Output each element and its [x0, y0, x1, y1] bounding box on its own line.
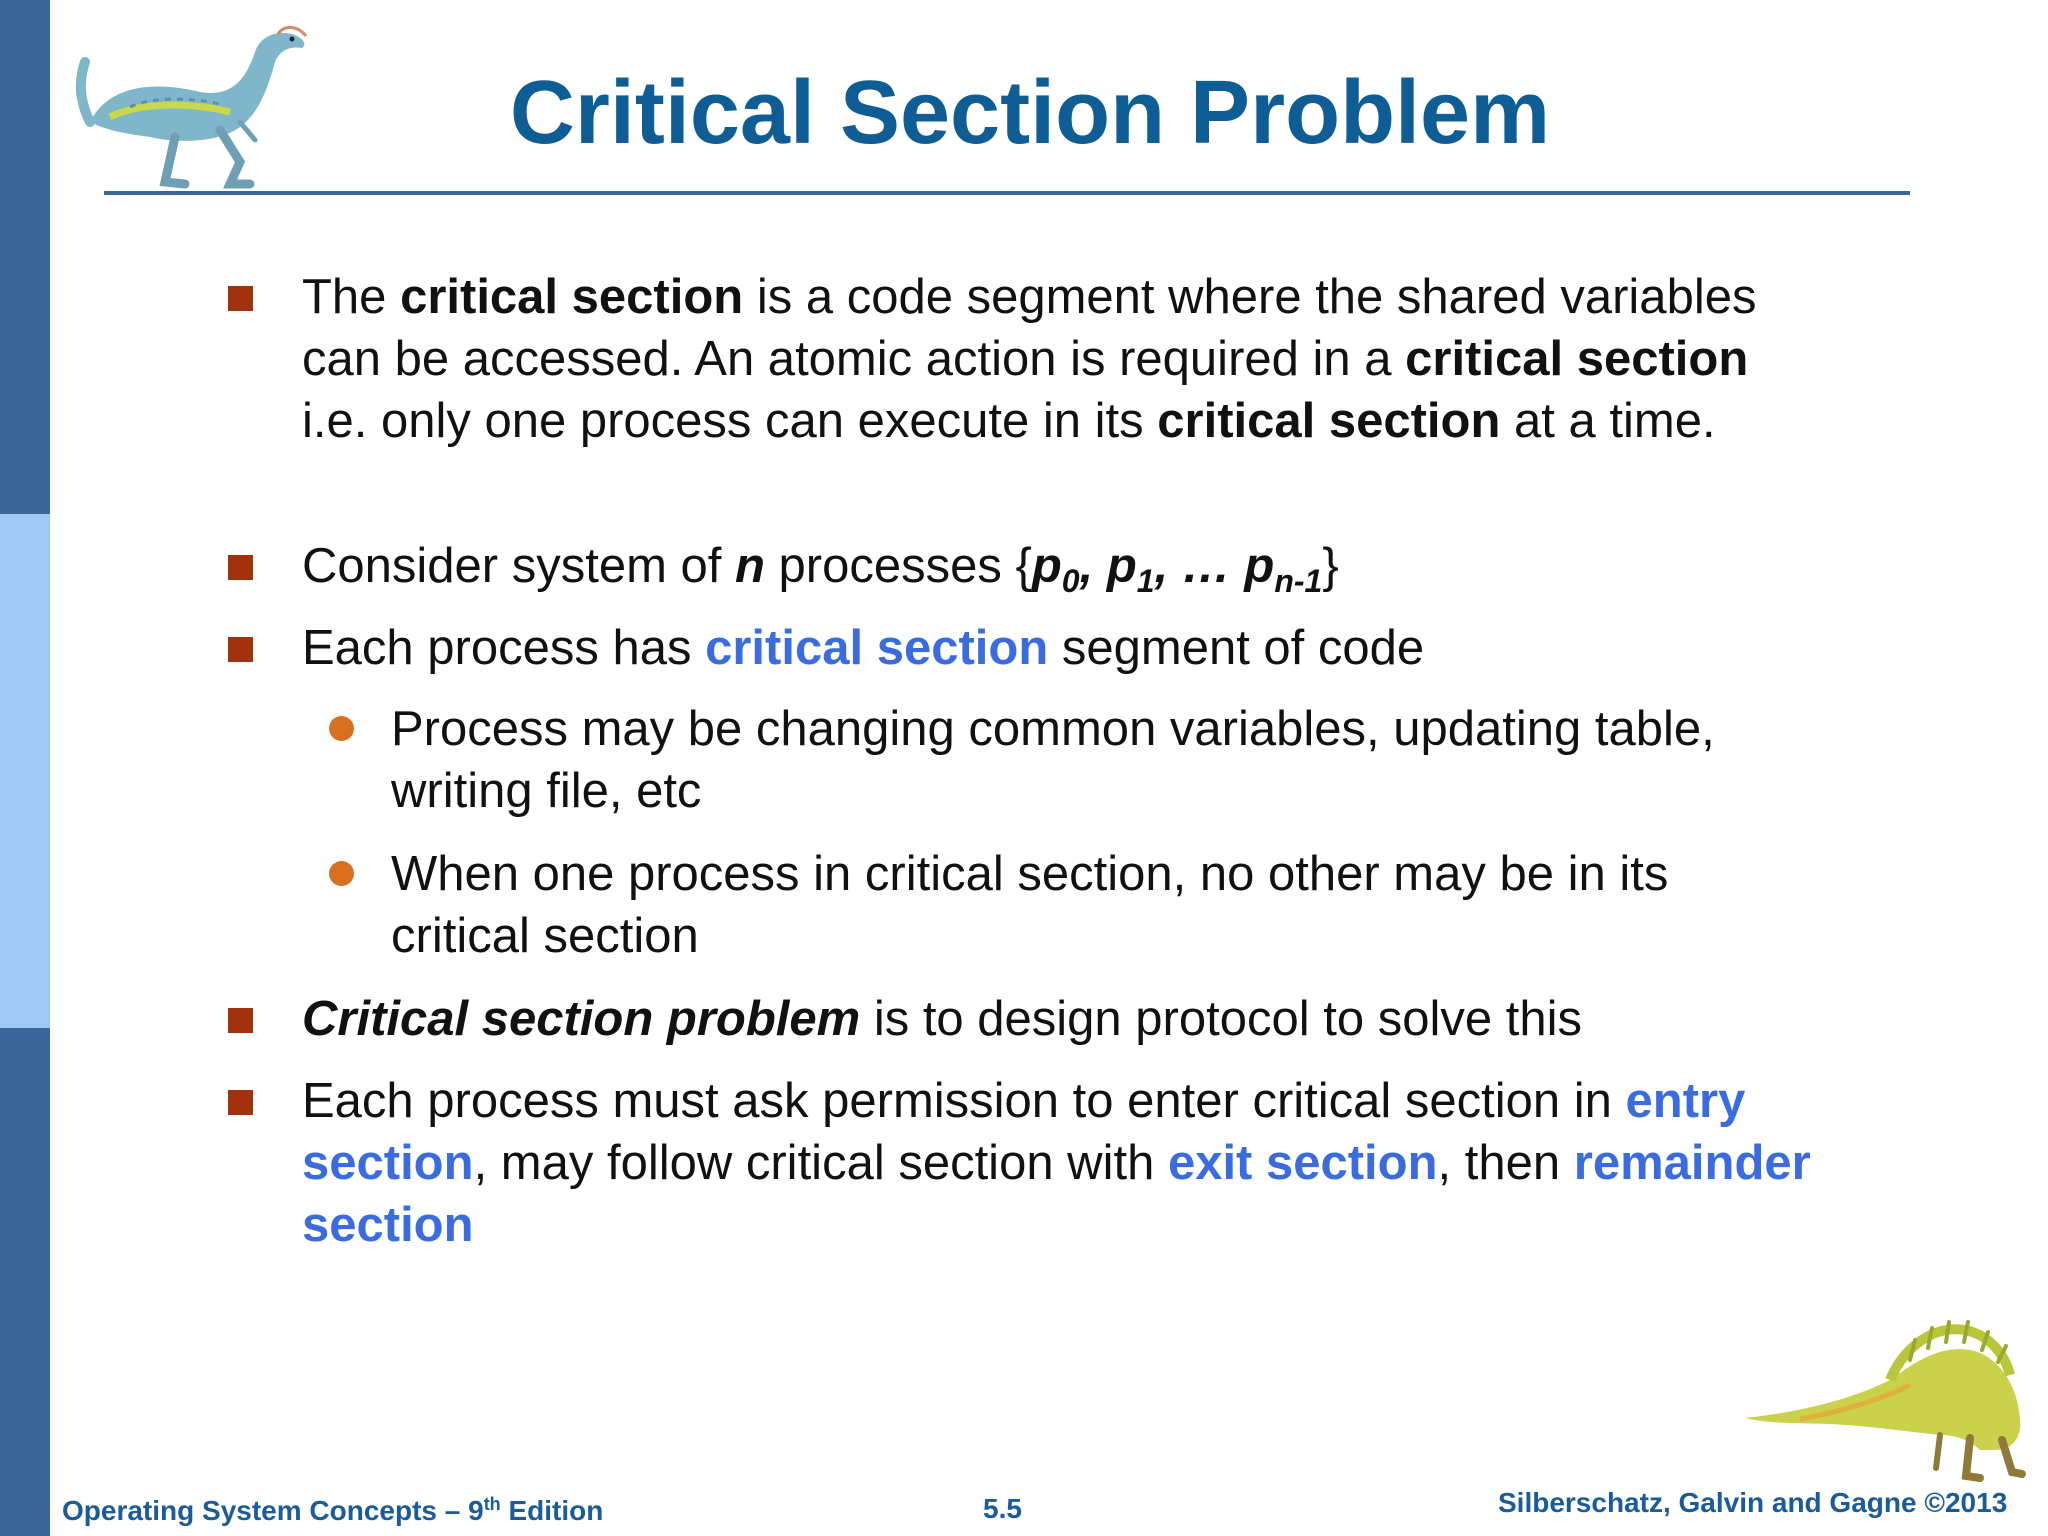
square-bullet-icon [228, 286, 253, 311]
bullet-entry-exit-remainder [302, 1070, 1862, 1256]
text: i.e. only one process can execute in its [302, 394, 1158, 448]
text: , then [1437, 1136, 1574, 1190]
footer-edition-sup: th [483, 1494, 501, 1514]
highlight-entry-section: entry section [302, 1074, 1746, 1190]
variable-n: n [735, 539, 765, 593]
subscript: 1 [1136, 563, 1155, 599]
separator: , [1079, 539, 1107, 593]
highlight-exit-section: exit section [1167, 1136, 1438, 1190]
text: is a code segment where the shared variables can be accessed. An atomic action is required in a [302, 270, 1757, 386]
subscript: 0 [1061, 563, 1080, 599]
bold-italic-term: Critical section problem [302, 992, 861, 1046]
highlight-term: critical section [705, 621, 1049, 675]
process-p1: p [1106, 539, 1137, 593]
bold-term: critical section [1157, 394, 1501, 448]
footer-authors: Silberschatz, Galvin and Gagne ©2013 [1498, 1487, 2008, 1518]
separator: , … [1154, 539, 1245, 593]
footer-book-title [62, 1494, 603, 1528]
bullet-critical-section-definition [302, 266, 1822, 452]
bold-term: critical section [400, 270, 744, 324]
text: When one process in critical section, no other may be in its critical section [391, 847, 1669, 963]
sub-bullet-mutual-exclusion [391, 843, 1791, 967]
sub-bullet-changing-variables [391, 698, 1791, 822]
highlight-remainder-section: remainder section [302, 1136, 1811, 1252]
square-bullet-icon [228, 555, 253, 580]
text: at a time. [1500, 394, 1716, 448]
text: The [302, 270, 401, 324]
dinosaur-logo-bottom [1740, 1300, 2030, 1490]
bullet-critical-section-problem [302, 988, 1822, 1050]
square-bullet-icon [228, 1090, 253, 1115]
text: , may follow critical section with [473, 1136, 1168, 1190]
text: Each process must ask permission to enter critical section in [302, 1074, 1626, 1128]
text: Process may be changing common variables, updating table, writing file, etc [391, 702, 1715, 818]
text: segment of code [1048, 621, 1425, 675]
footer-edition-text: Edition [500, 1495, 604, 1526]
text: Each process has [302, 621, 706, 675]
bullet-system-processes [302, 535, 1822, 597]
bullet-each-process-critical-section [302, 617, 1822, 679]
text: Consider system of [302, 539, 735, 593]
bold-term: critical section [1405, 332, 1749, 386]
process-pn-1: p [1244, 539, 1275, 593]
text: processes { [764, 539, 1032, 593]
text: } [1322, 539, 1339, 593]
square-bullet-icon [228, 1008, 253, 1033]
square-bullet-icon [228, 637, 253, 662]
footer-page-number: 5.5 [983, 1493, 1022, 1524]
round-bullet-icon [329, 716, 354, 741]
subscript: n-1 [1274, 563, 1323, 599]
footer-title-text: Operating System Concepts – 9 [62, 1495, 484, 1526]
text: is to design protocol to solve this [860, 992, 1582, 1046]
slide-title: Critical Section Problem [509, 63, 1551, 163]
process-p0: p [1031, 539, 1062, 593]
round-bullet-icon [329, 861, 354, 886]
